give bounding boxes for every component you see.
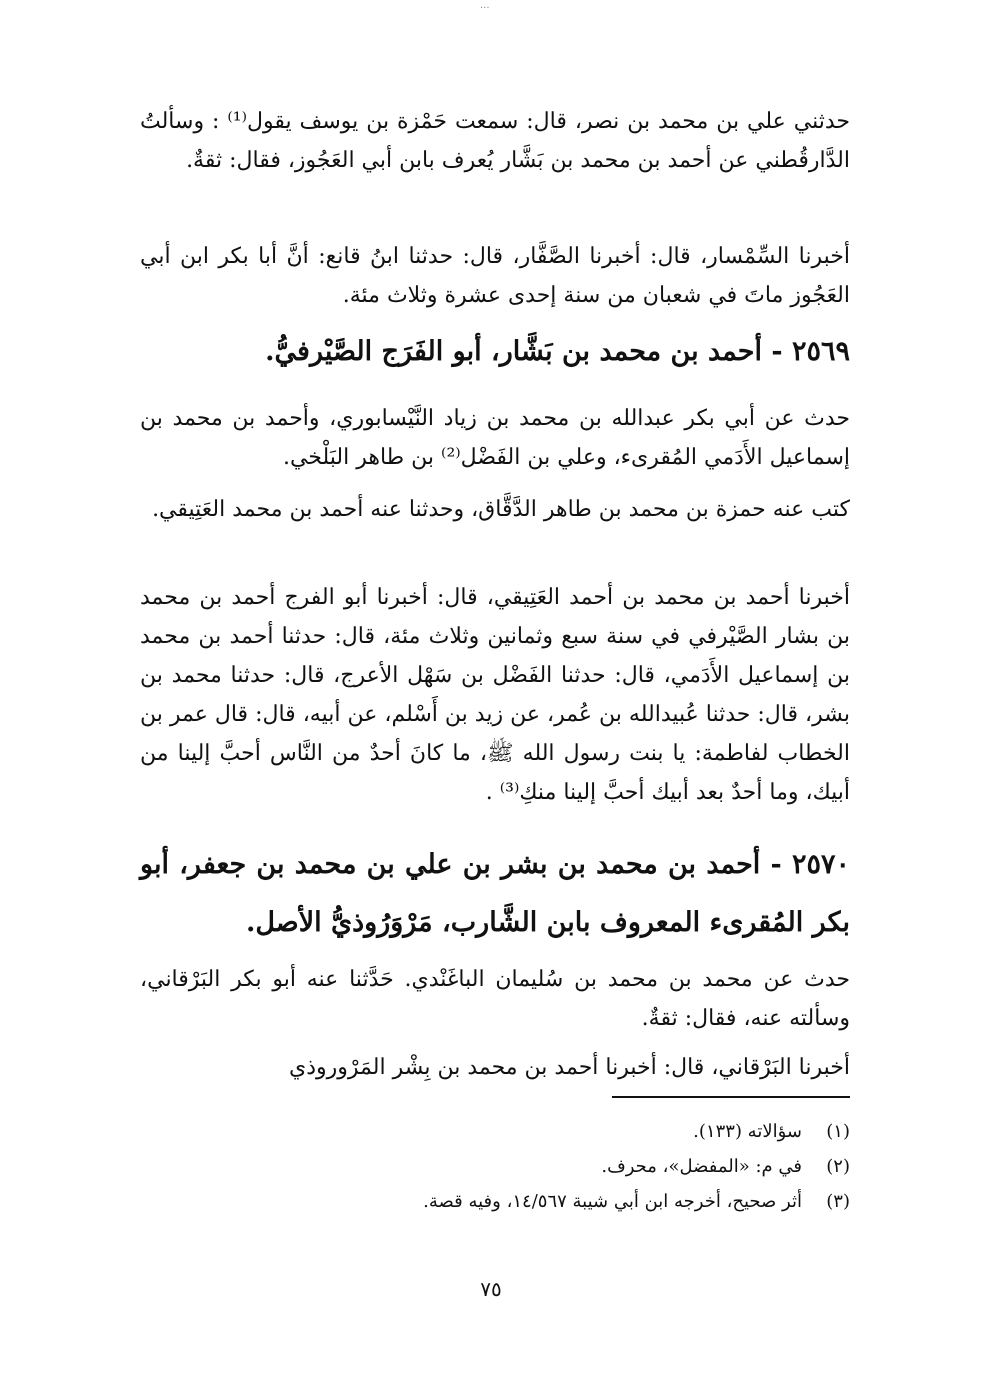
footnote-item bbox=[140, 1114, 850, 1149]
footnote-number: (٣) bbox=[826, 1191, 850, 1212]
footnote-text: أثر صحيح، أخرجه ابن أبي شيبة ١٤/٥٦٧، وفيه قصة. bbox=[423, 1191, 802, 1212]
footnote-text: سؤالاته (١٣٣). bbox=[693, 1121, 802, 1142]
page-number: ٧٥ bbox=[480, 1277, 502, 1301]
footnotes bbox=[140, 1114, 850, 1219]
paragraph-2 bbox=[140, 237, 850, 315]
paragraph-text: حدث عن محمد بن محمد بن سُليمان الباغَنْدي. حَدَّثنا عنه أبو بكر البَرْقاني، وسألته عنه، فقال: ثقةٌ. bbox=[140, 967, 850, 1031]
paragraph-6 bbox=[140, 960, 850, 1038]
top-marker: ... bbox=[480, 0, 490, 11]
footnote-text: في م: «المفضل»، محرف. bbox=[601, 1156, 802, 1177]
footnote-item bbox=[140, 1184, 850, 1219]
paragraph-text: حدثني علي بن محمد بن نصر، قال: سمعت حَمْزة بن يوسف يقول⁽¹⁾ : وسألتُ الدَّارقُطني عن أحمد بن محمد بن بَشَّار يُعرف بابن أبي العَجُوز، فقال: ثقةٌ. bbox=[140, 109, 850, 173]
paragraph-5 bbox=[140, 578, 850, 812]
footnote-divider bbox=[612, 1096, 850, 1098]
paragraph-text: كتب عنه حمزة بن محمد بن طاهر الدَّقَّاق، وحدثنا عنه أحمد بن محمد العَتِيقي. bbox=[152, 497, 850, 522]
entry-heading-2569: ٢٥٦٩ - أحمد بن محمد بن بَشَّار، أبو الفَرَج الصَّيْرفيُّ. bbox=[265, 336, 850, 367]
paragraph-7 bbox=[140, 1048, 850, 1087]
footnote-number: (١) bbox=[826, 1121, 850, 1142]
paragraph-4 bbox=[140, 490, 850, 529]
footnote-number: (٢) bbox=[826, 1156, 850, 1177]
paragraph-text: أخبرنا السِّمْسار، قال: أخبرنا الصَّفَّار، قال: حدثنا ابنُ قانع: أنَّ أبا بكر ابن أبي العَجُوز ماتَ في شعبان من سنة إحدى عشرة وثلاث مئة. bbox=[140, 244, 850, 308]
footnote-item bbox=[140, 1149, 850, 1184]
paragraph-text: أخبرنا أحمد بن محمد بن أحمد العَتِيقي، قال: أخبرنا أبو الفرج أحمد بن محمد بن بشار الصَّيْرفي في سنة سبع وثمانين وثلاث مئة، قال: حدثنا أحمد بن محمد بن إسماعيل الأَدَمي، قال: حدثنا الفَضْل بن سَهْل الأعرج، قال: حدثنا محمد بن بشر، قال: حدثنا عُبيدالله بن عُمر، عن زيد بن أَسْلم، عن أبيه، قال: قال عمر بن الخطاب لفاطمة: يا بنت رسول الله ﷺ، ما كانَ أحدٌ من النَّاس أحبَّ إلينا من أبيك، وما أحدٌ بعد أبيك أحبَّ إلينا منكِ⁽³⁾ . bbox=[140, 585, 850, 805]
entry-heading-2570: ٢٥٧٠ - أحمد بن محمد بن بشر بن علي بن محمد بن جعفر، أبو بكر المُقرىء المعروف بابن الشَّارب، مَرْوَرُوذيُّ الأصل. bbox=[140, 849, 850, 938]
paragraph-1 bbox=[140, 102, 850, 180]
paragraph-3 bbox=[140, 399, 850, 477]
paragraph-text: حدث عن أبي بكر عبدالله بن محمد بن زياد النَّيْسابوري، وأحمد بن محمد بن إسماعيل الأَدَمي المُقرىء، وعلي بن الفَضْل⁽²⁾ بن طاهر البَلْخي. bbox=[140, 406, 850, 470]
paragraph-text: أخبرنا البَرْقاني، قال: أخبرنا أحمد بن محمد بن بِشْر المَرْوروذي bbox=[289, 1055, 850, 1080]
